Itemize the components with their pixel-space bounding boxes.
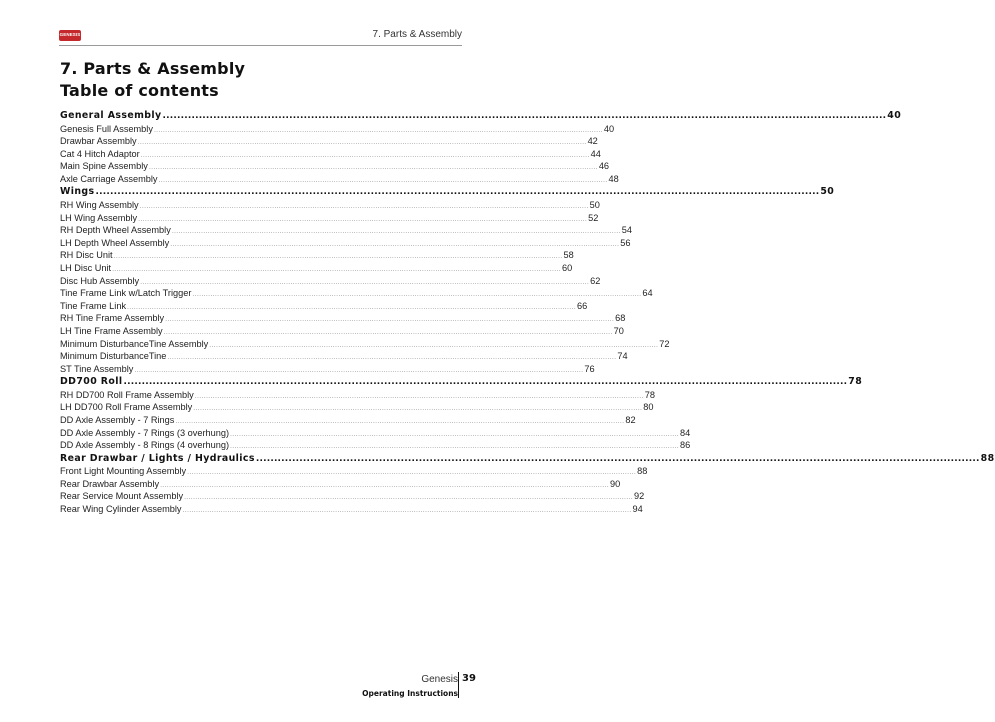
- dot-leader: ........................................................................................................................................................................................................: [127, 303, 577, 311]
- toc-entry: [60, 160, 610, 173]
- toc-page-number: 40: [603, 123, 615, 134]
- toc-page-number: 54: [621, 225, 633, 236]
- toc-entry: [60, 262, 573, 275]
- toc-entry: [60, 237, 631, 250]
- dot-leader: ........................................................................................................................................................................................................: [160, 481, 610, 489]
- toc-page-number: 44: [590, 148, 601, 159]
- toc-page-number: 86: [680, 440, 691, 451]
- dot-leader: ........................................................................................................................................................................................................: [184, 494, 634, 502]
- dot-leader: ........................................................................................................................................................................................................: [163, 328, 613, 336]
- toc-entry-label: DD Axle Assembly - 7 Rings (3 overhung): [60, 427, 230, 438]
- toc-entry-label: DD Axle Assembly - 7 Rings: [60, 414, 175, 425]
- toc-page-number: 52: [588, 212, 599, 223]
- toc-entry-label: Minimum DisturbanceTine: [60, 351, 167, 362]
- toc-entry: [60, 249, 574, 262]
- toc-entry: [60, 389, 655, 402]
- dot-leader: ........................................................................................................................................................................................................: [162, 111, 887, 121]
- dot-leader: ........................................................................................................................................................................................................: [170, 240, 620, 248]
- toc-entry: [60, 199, 600, 212]
- toc-page-number: 88: [637, 466, 648, 477]
- toc-entry: [60, 478, 621, 491]
- dot-leader: ........................................................................................................................................................................................................: [194, 392, 644, 400]
- toc-entry: [60, 275, 601, 288]
- toc-section: [60, 375, 863, 389]
- toc-entry-label: RH Depth Wheel Assembly: [60, 225, 171, 236]
- toc-entry-label: Front Light Mounting Assembly: [60, 466, 187, 477]
- toc-entry: [60, 173, 619, 186]
- toc-entry-label: RH DD700 Roll Frame Assembly: [60, 389, 194, 400]
- toc-entry-label: Rear Service Mount Assembly: [60, 491, 184, 502]
- toc-entry: [60, 503, 643, 516]
- dot-leader: ........................................................................................................................................................................................................: [148, 164, 598, 172]
- toc-entry-label: Tine Frame Link w/Latch Trigger: [60, 288, 192, 299]
- toc-page-number: 80: [643, 402, 654, 413]
- dot-leader: ........................................................................................................................................................................................................: [134, 366, 584, 374]
- page-header: [0, 0, 510, 48]
- toc-entry-label: Minimum DisturbanceTine Assembly: [60, 338, 209, 349]
- table-of-contents: [60, 109, 995, 516]
- toc-page-number: 94: [632, 504, 643, 515]
- dot-leader: ........................................................................................................................................................................................................: [138, 215, 588, 223]
- toc-entry-label: LH Tine Frame Assembly: [60, 325, 163, 336]
- toc-page-number: 40: [887, 110, 902, 121]
- toc-entry-label: DD Axle Assembly - 8 Rings (4 overhung): [60, 440, 230, 451]
- toc-entry: [60, 363, 595, 376]
- toc-entry: [60, 312, 626, 325]
- toc-entry: [60, 401, 654, 414]
- toc-section-label: DD700 Roll: [60, 376, 123, 388]
- toc-page-number: 74: [617, 351, 628, 362]
- dot-leader: ........................................................................................................................................................................................................: [230, 430, 679, 438]
- toc-entry: [60, 338, 670, 351]
- toc-entry-label: Cat 4 Hitch Adaptor: [60, 148, 140, 159]
- toc-page-number: 84: [680, 427, 691, 438]
- toc-page-number: 90: [610, 478, 621, 489]
- toc-page-number: 88: [980, 452, 995, 464]
- page-title: 7. Parts & Assembly: [60, 59, 246, 78]
- dot-leader: ........................................................................................................................................................................................................: [193, 405, 643, 413]
- toc-entry: [60, 490, 645, 503]
- toc-entry: [60, 212, 599, 225]
- toc-page-number: 76: [584, 363, 595, 374]
- toc-page-number: 48: [608, 173, 619, 184]
- dot-leader: ........................................................................................................................................................................................................: [112, 265, 562, 273]
- toc-page-number: 70: [613, 325, 624, 336]
- toc-page-number: 92: [634, 491, 645, 502]
- dot-leader: ........................................................................................................................................................................................................: [182, 507, 632, 515]
- footer-brand: Genesis: [421, 674, 458, 685]
- dot-leader: ........................................................................................................................................................................................................: [139, 202, 589, 210]
- toc-entry-label: Main Spine Assembly: [60, 161, 148, 172]
- header-divider: [59, 45, 462, 46]
- toc-entry: [60, 427, 691, 440]
- toc-entry: [60, 224, 633, 237]
- toc-entry-label: Rear Wing Cylinder Assembly: [60, 504, 182, 515]
- toc-section: [60, 452, 995, 466]
- toc-page-number: 82: [625, 414, 636, 425]
- toc-entry-label: RH Disc Unit: [60, 250, 113, 261]
- footer-subtitle: Operating Instructions: [362, 689, 458, 698]
- toc-entry: [60, 325, 624, 338]
- toc-entry-label: Genesis Full Assembly: [60, 123, 153, 134]
- toc-section-label: General Assembly: [60, 110, 162, 121]
- footer-divider: [458, 672, 459, 698]
- dot-leader: ........................................................................................................................................................................................................: [153, 126, 603, 134]
- toc-page-number: 66: [577, 300, 588, 311]
- dot-leader: ........................................................................................................................................................................................................: [140, 278, 590, 286]
- dot-leader: ........................................................................................................................................................................................................: [255, 453, 980, 464]
- dot-leader: ........................................................................................................................................................................................................: [167, 354, 617, 362]
- dot-leader: ........................................................................................................................................................................................................: [113, 253, 563, 261]
- toc-entry-label: LH Depth Wheel Assembly: [60, 237, 170, 248]
- toc-entry: [60, 287, 653, 300]
- toc-entry: [60, 414, 636, 427]
- page-number: 39: [462, 673, 476, 684]
- toc-page-number: 72: [659, 338, 670, 349]
- toc-entry: [60, 148, 601, 161]
- toc-entry-label: LH DD700 Roll Frame Assembly: [60, 402, 193, 413]
- toc-page-number: 42: [587, 136, 598, 147]
- toc-entry: [60, 439, 691, 452]
- toc-entry-label: RH Wing Assembly: [60, 199, 139, 210]
- toc-entry-label: Tine Frame Link: [60, 300, 127, 311]
- toc-section: [60, 185, 835, 199]
- toc-entry-label: LH Disc Unit: [60, 262, 112, 273]
- toc-heading: Table of contents: [60, 81, 219, 100]
- header-section-label: 7. Parts & Assembly: [372, 29, 462, 40]
- dot-leader: ........................................................................................................................................................................................................: [230, 443, 679, 451]
- dot-leader: ........................................................................................................................................................................................................: [140, 151, 590, 159]
- dot-leader: ........................................................................................................................................................................................................: [187, 469, 637, 477]
- dot-leader: ........................................................................................................................................................................................................: [158, 176, 608, 184]
- toc-entry-label: ST Tine Assembly: [60, 363, 134, 374]
- toc-page-number: 78: [644, 389, 655, 400]
- toc-section-label: Wings: [60, 186, 95, 198]
- toc-page-number: 50: [589, 199, 600, 210]
- toc-entry: [60, 465, 648, 478]
- toc-entry-label: Disc Hub Assembly: [60, 275, 140, 286]
- dot-leader: ........................................................................................................................................................................................................: [175, 417, 625, 425]
- toc-page-number: 46: [598, 161, 610, 172]
- toc-entry-label: RH Tine Frame Assembly: [60, 313, 165, 324]
- toc-page-number: 50: [820, 186, 835, 198]
- toc-entry: [60, 135, 598, 148]
- dot-leader: ........................................................................................................................................................................................................: [123, 377, 848, 388]
- toc-page-number: 56: [620, 237, 631, 248]
- toc-entry-label: Drawbar Assembly: [60, 136, 137, 147]
- toc-entry-label: Rear Drawbar Assembly: [60, 478, 160, 489]
- dot-leader: ........................................................................................................................................................................................................: [137, 139, 587, 147]
- dot-leader: ........................................................................................................................................................................................................: [95, 187, 820, 198]
- toc-entry-label: LH Wing Assembly: [60, 212, 138, 223]
- toc-entry: [60, 350, 628, 363]
- toc-entry-label: Axle Carriage Assembly: [60, 173, 158, 184]
- toc-page-number: 68: [615, 313, 626, 324]
- toc-page-number: 58: [563, 250, 574, 261]
- dot-leader: ........................................................................................................................................................................................................: [165, 316, 615, 324]
- toc-entry: [60, 123, 615, 136]
- toc-page-number: 62: [590, 275, 601, 286]
- brand-logo-text: GENESIS: [59, 32, 81, 38]
- toc-page-number: 78: [848, 376, 863, 388]
- toc-page-number: 64: [642, 288, 653, 299]
- brand-logo: [59, 30, 81, 41]
- toc-entry: [60, 300, 588, 313]
- dot-leader: ........................................................................................................................................................................................................: [192, 291, 642, 299]
- dot-leader: ........................................................................................................................................................................................................: [171, 228, 621, 236]
- toc-page-number: 60: [562, 262, 573, 273]
- toc-section: [60, 109, 902, 123]
- dot-leader: ........................................................................................................................................................................................................: [209, 341, 659, 349]
- page-titles: [60, 58, 245, 102]
- toc-section-label: Rear Drawbar / Lights / Hydraulics: [60, 452, 255, 464]
